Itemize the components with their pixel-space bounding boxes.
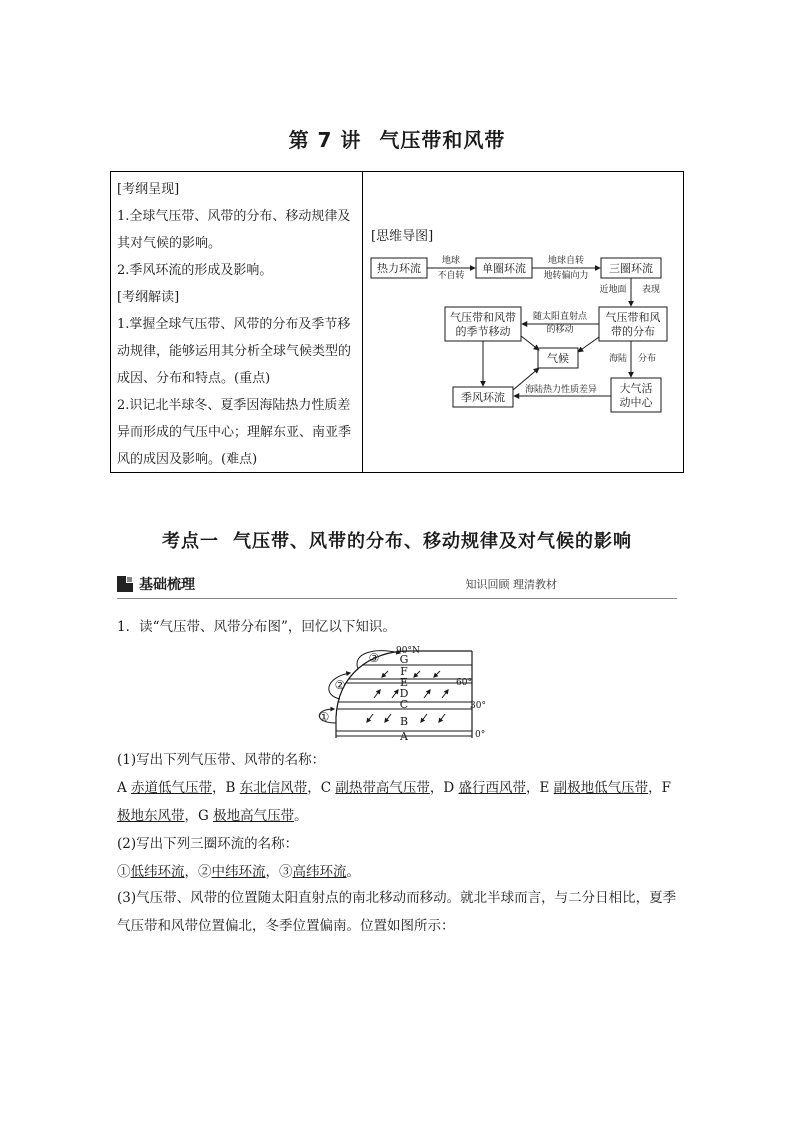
label-show: 表现 (641, 285, 661, 295)
mindmap-text-monsoon: 季风环流 (461, 391, 505, 404)
answer-a: 赤道低气压带 (131, 780, 213, 796)
answer-e: 副极地低气压带 (553, 780, 649, 796)
answer-g-label: ，G (184, 808, 214, 824)
basic-review-title: 基础梳理 (139, 577, 195, 593)
mindmap-text-center-2: 动中心 (619, 396, 653, 409)
label-sun-1: 随太阳直射点 (532, 312, 588, 322)
belt-label-e: E (399, 676, 409, 689)
belt-label-a: A (400, 730, 408, 743)
answer-a-label: A (117, 780, 132, 796)
mindmap-column (363, 172, 683, 472)
label-earth: 地球 (441, 256, 461, 266)
circulation-end: 。 (346, 864, 360, 880)
wind-arrow-b1 (367, 714, 373, 722)
belt-label-b: B (399, 715, 409, 728)
wind-arrow-f1 (382, 671, 388, 677)
answer-c-label: ，C (307, 780, 336, 796)
syllabus-column (111, 172, 363, 472)
wind-arrow-b3 (421, 714, 427, 722)
answer-b-label: ，B (212, 780, 240, 796)
part-1-question: (1)写出下列气压带、风带的名称： (117, 752, 326, 768)
answer-end: 。 (294, 808, 308, 824)
wind-arrow-d2 (392, 690, 398, 698)
circulation-1-label: ① (117, 864, 131, 880)
circulation-2: 中纬环流 (211, 864, 266, 880)
question-1: 1．读“气压带、风带分布图”，回忆以下知识。 (117, 619, 396, 635)
label-earth-rotation: 地球自转 (547, 256, 585, 266)
basic-review-header (117, 572, 677, 599)
mindmap-label: [思维导图] (371, 229, 434, 244)
cell-label-2: ② (334, 678, 346, 692)
wind-arrow-f2 (414, 671, 420, 677)
pressure-belt-diagram (300, 643, 500, 743)
circulation-2-label: ，② (184, 864, 212, 880)
arrow-move-climate (521, 336, 539, 350)
interpretation-item-1: 1.掌握全球气压带、风带的分布及季节移动规律，能够运用其分析全球气候类型的成因、分布和特点。(重点) (117, 317, 352, 386)
answer-f: 极地东风带 (117, 808, 185, 824)
answer-c: 副热带高气压带 (335, 780, 430, 796)
part-3-text: (3)气压带、风带的位置随太阳直射点的南北移动而移动。就北半球而言，与二分日相比，夏季气压带和风带位置偏北，冬季位置偏南。位置如图所示： (117, 890, 677, 934)
circulation-1: 低纬环流 (130, 864, 185, 880)
part-1-answers (117, 774, 682, 830)
mindmap-text-move-2: 的季节移动 (455, 325, 511, 338)
lat-label-0: 0° (475, 730, 486, 740)
label-coriolis: 地转偏向力 (543, 271, 589, 281)
interpretation-header: [考纲解读] (117, 290, 180, 305)
syllabus-item-1: 1.全球气压带、风带的分布、移动规律及其对气候的影响。 (117, 209, 351, 251)
answer-e-label: ，E (526, 780, 554, 796)
lecture-name: 气压带和风带 (379, 128, 506, 152)
arrow-dist-climate (578, 337, 599, 352)
answer-d-label: ，D (429, 780, 459, 796)
wind-arrow-d3 (424, 690, 430, 698)
answer-d: 盛行西风带 (458, 780, 527, 796)
section-number: 考点一 (162, 531, 219, 552)
belt-label-f: F (400, 665, 408, 678)
answer-f-label: ，F (648, 780, 672, 796)
label-thermal-diff: 海陆热力性质差异 (524, 385, 598, 395)
mindmap-text-climate: 气候 (547, 352, 569, 365)
interpretation-item-2: 2.识记北半球冬、夏季因海陆热力性质差异而形成的气压中心；理解东亚、南亚季风的成因及影响。(难点) (117, 398, 352, 467)
wind-arrow-d4 (442, 690, 448, 698)
part-2-question: (2)写出下列三圈环流的名称： (117, 836, 299, 852)
mindmap-text-dist-2: 带的分布 (611, 325, 655, 338)
mindmap-text-thermal: 热力环流 (377, 262, 421, 275)
lat-label-60: 60° (456, 678, 472, 688)
label-no-rotation: 不自转 (437, 271, 465, 281)
belt-label-c: C (399, 698, 409, 711)
lecture-number: 第 7 讲 (288, 128, 362, 152)
lat-label-30: 30° (470, 701, 486, 711)
cell-label-3: ③ (368, 651, 380, 665)
mindmap-text-move-1: 气压带和风带 (450, 311, 516, 324)
answer-b: 东北信风带 (239, 780, 308, 796)
mindmap-text-three: 三圈环流 (609, 262, 653, 275)
wind-arrow-b4 (439, 714, 445, 722)
circulation-3: 高纬环流 (292, 864, 347, 880)
mindmap-text-dist-1: 气压带和风 (605, 311, 661, 324)
wind-arrow-d1 (374, 690, 380, 698)
mindmap-text-single: 单圈环流 (482, 262, 526, 275)
mindmap-diagram (363, 172, 685, 472)
wind-arrow-f3 (434, 671, 440, 677)
label-distribute: 分布 (637, 354, 657, 364)
cell-label-1: ① (318, 710, 330, 724)
circulation-3-label: ，③ (265, 864, 293, 880)
section-name: 气压带、风带的分布、移动规律及对气候的影响 (233, 531, 632, 552)
wind-arrow-b2 (385, 714, 391, 722)
section-title (0, 527, 794, 553)
label-land-sea: 海陆 (608, 354, 628, 364)
lat-label-90: 90°N (396, 646, 420, 656)
section-marker-icon (117, 576, 133, 592)
belt-label-g: G (399, 653, 409, 666)
outline-table (110, 171, 684, 473)
syllabus-item-2: 2.季风环流的形成及影响。 (117, 263, 273, 278)
answer-g: 极地高气压带 (213, 808, 295, 824)
label-sun-2: 的移动 (546, 325, 574, 335)
syllabus-header: [考纲呈现] (117, 182, 180, 197)
mindmap-text-center-1: 大气活 (619, 382, 653, 395)
belt-label-d: D (399, 687, 409, 700)
label-near-ground: 近地面 (599, 285, 627, 295)
basic-review-subtitle: 知识回顾 理清教材 (465, 578, 557, 591)
part-2-answers (117, 858, 682, 886)
page-title (0, 124, 794, 153)
